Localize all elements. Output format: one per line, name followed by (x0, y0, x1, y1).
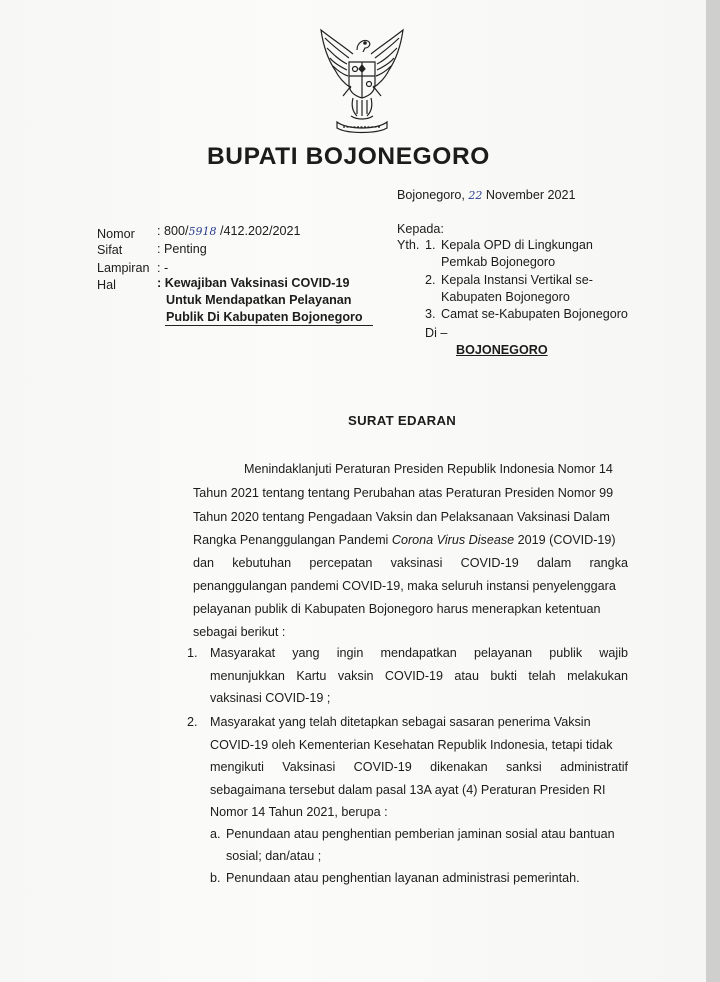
intro-line-8: sebagai berikut : (193, 625, 286, 639)
subpoint-b-line-1: Penundaan atau penghentian layanan administrasi pemerintah. (226, 871, 580, 885)
recipient-2-num: 2. (425, 273, 436, 287)
recipient-3-line-1: Camat se-Kabupaten Bojonegoro (441, 307, 628, 321)
intro-line-2: Tahun 2021 tentang tentang Perubahan atas Peraturan Presiden Nomor 99 (193, 486, 614, 500)
intro-line-4-a: Rangka Penanggulangan Pandemi (193, 533, 389, 547)
intro-line-5: dan kebutuhan percepatan vaksinasi COVID-19 dalam rangka (193, 556, 628, 570)
point-2-line-2: COVID-19 oleh Kementerian Kesehatan Republik Indonesia, tetapi tidak (210, 738, 613, 752)
nomor-handwritten: 5918 (188, 225, 217, 238)
point-1-num: 1. (187, 646, 198, 660)
nomor-label: Nomor (97, 227, 135, 241)
hal-label: Hal (97, 278, 116, 292)
point-1-line-3: vaksinasi COVID-19 ; (210, 691, 331, 705)
nomor-suffix: /412.202/2021 (220, 224, 301, 238)
place-date (397, 188, 576, 202)
page-edge-shadow (706, 0, 720, 982)
lampiran-label: Lampiran (97, 261, 150, 275)
date-day-handwritten: 22 (468, 189, 483, 202)
date-place: Bojonegoro, (397, 188, 465, 202)
intro-line-7: pelayanan publik di Kabupaten Bojonegoro harus menerapkan ketentuan (193, 602, 601, 616)
intro-line-3: Tahun 2020 tentang Pengadaan Vaksin dan Pelaksanaan Vaksinasi Dalam (193, 510, 610, 524)
recipient-1-line-2: Pemkab Bojonegoro (441, 255, 556, 269)
subject-heading: SURAT EDARAN (348, 413, 457, 428)
point-2-num: 2. (187, 715, 198, 729)
recipient-2-line-1: Kepala Instansi Vertikal se- (441, 273, 593, 287)
subpoint-a-letter: a. (210, 827, 221, 841)
intro-line-1: Menindaklanjuti Peraturan Presiden Republik Indonesia Nomor 14 (244, 462, 613, 476)
point-2-line-5: Nomor 14 Tahun 2021, berupa : (210, 805, 388, 819)
point-2-line-4: sebagaimana tersebut dalam pasal 13A ayat (4) Peraturan Presiden RI (210, 783, 606, 797)
garuda-emblem-icon (313, 24, 411, 134)
nomor-prefix: : 800/ (157, 224, 189, 238)
point-2-line-1: Masyarakat yang telah ditetapkan sebagai sasaran penerima Vaksin (210, 715, 591, 729)
recipient-1-num: 1. (425, 238, 436, 252)
recipient-city: BOJONEGORO (456, 343, 548, 357)
recipient-3-num: 3. (425, 307, 436, 321)
subpoint-a-line-1: Penundaan atau penghentian pemberian jaminan sosial atau bantuan (226, 827, 615, 841)
point-2-line-3: mengikuti Vaksinasi COVID-19 dikenakan sanksi administratif (210, 760, 628, 774)
date-month-year: November 2021 (485, 188, 576, 202)
intro-line-4 (193, 533, 616, 547)
kepada-label: Kepada: (397, 222, 444, 236)
hal-underline (165, 325, 373, 326)
recipient-1-line-1: Kepala OPD di Lingkungan (441, 238, 593, 252)
yth-label: Yth. (397, 238, 420, 252)
subpoint-a-line-2: sosial; dan/atau ; (226, 849, 322, 863)
hal-line-2: Untuk Mendapatkan Pelayanan (166, 293, 352, 307)
intro-line-6: penanggulangan pandemi COVID-19, maka seluruh instansi penyelenggara (193, 579, 616, 593)
nomor-value (157, 224, 301, 238)
letter-title: BUPATI BOJONEGORO (207, 143, 490, 170)
recipient-2-line-2: Kabupaten Bojonegoro (441, 290, 570, 304)
lampiran-value: : - (157, 261, 169, 275)
point-1-line-1: Masyarakat yang ingin mendapatkan pelayanan publik wajib (210, 646, 628, 660)
subpoint-b-letter: b. (210, 871, 221, 885)
sifat-label: Sifat (97, 243, 123, 257)
recipient-di: Di – (425, 326, 448, 340)
hal-line-1: : Kewajiban Vaksinasi COVID-19 (157, 276, 350, 290)
point-1-line-2: menunjukkan Kartu vaksin COVID-19 atau bukti telah melakukan (210, 669, 628, 683)
sifat-value: : Penting (157, 242, 207, 256)
intro-line-4-b: 2019 (COVID-19) (517, 533, 616, 547)
intro-line-4-italic: Corona Virus Disease (391, 533, 515, 547)
hal-line-3: Publik Di Kabupaten Bojonegoro (166, 310, 363, 324)
